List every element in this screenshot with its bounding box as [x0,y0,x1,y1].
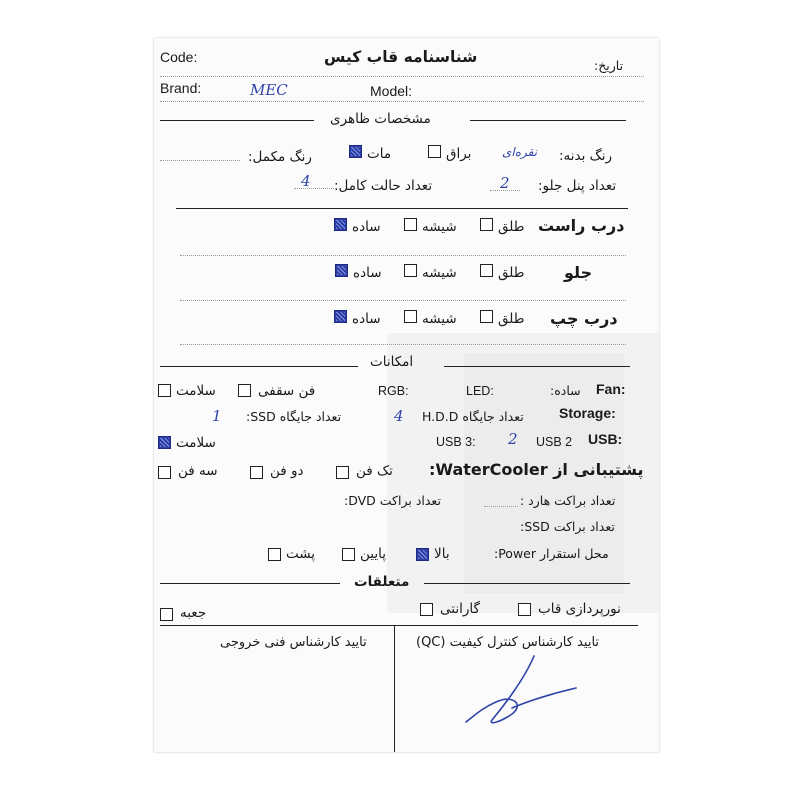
usb2-label: USB 2 [536,435,573,449]
divider [176,208,628,209]
front-plain-label: ساده [353,265,382,281]
front-plain-checkbox[interactable] [335,264,348,277]
front-line[interactable] [180,300,626,301]
left-door-label: درب چپ [550,309,618,328]
glossy-label: براق [446,146,472,162]
fan-health-label: سلامت [176,383,216,399]
fan-label: Fan: [596,381,626,397]
fan-rgb-label: RGB: [378,384,409,398]
ssd-bracket-label: تعداد براکت SSD: [520,519,615,534]
code-line[interactable] [160,76,644,77]
left-door-plain-label: ساده [352,311,381,327]
front-label: جلو [564,263,593,282]
full-state-count-label: تعداد حالت کامل: [334,178,433,194]
ceiling-fan-checkbox[interactable] [238,384,251,397]
box-checkbox[interactable] [160,608,173,621]
front-glass-checkbox[interactable] [404,264,417,277]
right-door-gold-label: طلق [498,219,525,235]
qc-signature [454,650,584,730]
right-door-glass-label: شیشه [422,219,457,235]
warranty-checkbox[interactable] [420,603,433,616]
hard-bracket-label: تعداد براکت هارد : [520,493,616,508]
body-color-label: رنگ بدنه: [559,148,613,164]
bottom-checkbox[interactable] [342,548,355,561]
accessories-rule-left [160,583,340,584]
dvd-bracket-label: تعداد براکت DVD: [344,493,441,508]
section-rule-right [470,120,626,121]
warranty-label: گارانتی [440,601,480,617]
right-door-plain-label: ساده [352,219,381,235]
accessories-title: متعلقات [354,574,410,590]
section-rule-left [160,120,314,121]
back-label: پشت [286,546,316,562]
left-door-line[interactable] [180,344,626,345]
ssd-bays-label: تعداد جایگاه SSD: [246,409,342,424]
left-door-plain-checkbox[interactable] [334,310,347,323]
top-label: بالا [434,546,450,562]
ssd-bays-value: 1 [212,407,222,425]
technical-approval-label: تایید کارشناس فنی خروجی [220,635,367,650]
fan-health-checkbox[interactable] [158,384,171,397]
approvals-top-rule [160,625,638,626]
right-door-glass-checkbox[interactable] [404,218,417,231]
usb2-value: 2 [508,430,518,448]
complementary-color-line[interactable] [160,160,240,161]
front-gold-label: طلق [498,265,525,281]
date-label: تاریخ: [594,58,624,73]
usb-label: USB: [588,431,623,447]
lighting-checkbox[interactable] [518,603,531,616]
right-door-label: درب راست [538,216,625,235]
single-fan-checkbox[interactable] [336,466,349,479]
right-door-line[interactable] [180,255,626,256]
left-door-gold-checkbox[interactable] [480,310,493,323]
features-rule-right [444,366,630,367]
hdd-bays-label: تعداد جایگاه H.D.D [422,409,524,424]
right-door-plain-checkbox[interactable] [334,218,347,231]
qc-approval-label: تایید کارشناس کنترل کیفیت (QC) [416,635,600,650]
front-glass-label: شیشه [422,265,457,281]
fan-led-label: LED: [466,384,494,398]
back-checkbox[interactable] [268,548,281,561]
right-door-gold-checkbox[interactable] [480,218,493,231]
code-label: Code: [160,49,198,65]
top-checkbox[interactable] [416,548,429,561]
hdd-bays-value: 4 [394,407,404,425]
usb-health-label: سلامت [176,435,216,451]
two-fan-checkbox[interactable] [250,466,263,479]
complementary-color-label: رنگ مکمل: [248,149,312,165]
storage-label: Storage: [559,405,616,421]
box-label: جعبه [180,605,207,621]
single-fan-label: تک فن [356,463,393,479]
appearance-title: مشخصات ظاهری [330,111,431,127]
features-title: امکانات [370,354,414,370]
fan-plain-label: ساده: [550,383,581,398]
full-state-count-value: 4 [301,172,311,190]
left-door-glass-checkbox[interactable] [404,310,417,323]
accessories-rule-right [424,583,630,584]
hard-bracket-line[interactable] [484,506,518,507]
power-location-label: محل استقرار Power: [494,546,609,561]
brand-model-line[interactable] [160,101,644,102]
usb3-label: USB 3: [436,435,476,449]
front-panel-count-value: 2 [500,174,510,192]
model-label: Model: [370,83,413,99]
left-door-gold-label: طلق [498,311,525,327]
form-title: شناسنامه قاب کیس [324,48,478,66]
matte-checkbox[interactable] [349,145,362,158]
three-fan-label: سه فن [178,463,218,479]
glossy-checkbox[interactable] [428,145,441,158]
full-state-count-line[interactable] [294,188,334,189]
lighting-label: نورپردازی قاب [538,601,621,617]
three-fan-checkbox[interactable] [158,466,171,479]
ceiling-fan-label: فن سقفی [258,383,316,399]
watercooler-label: پشتیبانی از WaterCooler: [429,460,644,479]
brand-label: Brand: [160,80,202,96]
front-panel-count-line[interactable] [490,190,520,191]
body-color-value: نقره‌ای [502,145,538,159]
usb-health-checkbox[interactable] [158,436,171,449]
left-door-glass-label: شیشه [422,311,457,327]
brand-value: MEC [250,81,288,99]
approvals-divider [394,626,395,752]
case-id-form [154,38,659,752]
bottom-label: پایین [360,546,386,562]
front-gold-checkbox[interactable] [480,264,493,277]
two-fan-label: دو فن [270,463,304,479]
features-rule-left [160,366,358,367]
front-panel-count-label: تعداد پنل جلو: [538,178,617,194]
matte-label: مات [367,146,392,162]
